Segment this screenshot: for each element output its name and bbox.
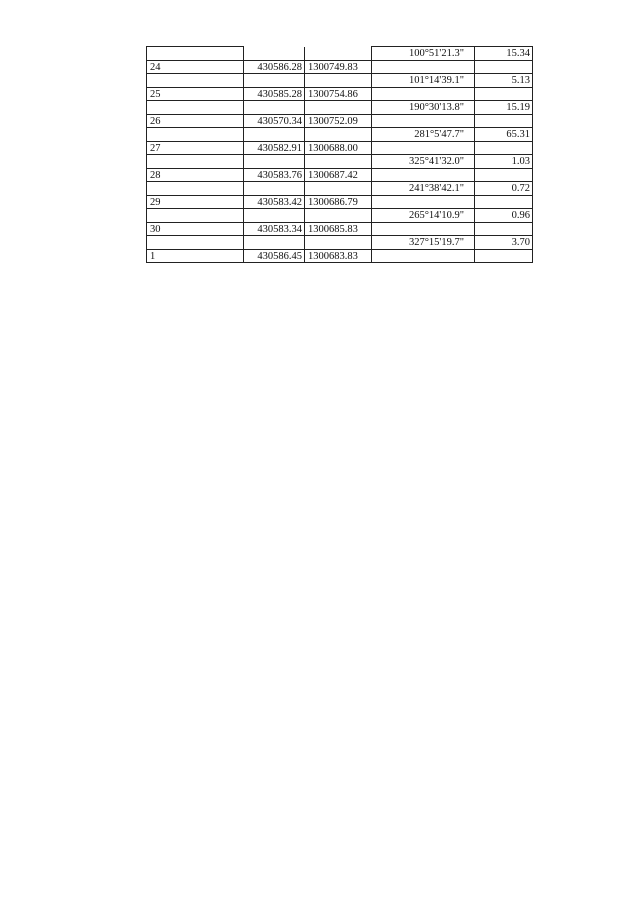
y-coordinate-cell: 1300754.86 bbox=[305, 87, 372, 101]
table-row bbox=[147, 47, 533, 61]
y-coordinate-cell bbox=[305, 182, 372, 196]
point-number-cell: 28 bbox=[147, 168, 244, 182]
direction-angle-cell bbox=[372, 222, 475, 236]
point-number-cell: 24 bbox=[147, 60, 244, 74]
coordinates-table bbox=[146, 46, 533, 263]
table-row bbox=[147, 74, 533, 88]
table-row bbox=[147, 195, 533, 209]
x-coordinate-cell: 430585.28 bbox=[244, 87, 305, 101]
point-number-cell bbox=[147, 209, 244, 223]
length-cell: 5.13 bbox=[475, 74, 533, 88]
y-coordinate-cell: 1300686.79 bbox=[305, 195, 372, 209]
x-coordinate-cell bbox=[244, 74, 305, 88]
point-number-cell: 29 bbox=[147, 195, 244, 209]
y-coordinate-cell: 1300688.00 bbox=[305, 141, 372, 155]
x-coordinate-cell bbox=[244, 236, 305, 250]
direction-angle-cell: 241°38'42.1" bbox=[372, 182, 475, 196]
length-cell bbox=[475, 87, 533, 101]
y-coordinate-cell: 1300749.83 bbox=[305, 60, 372, 74]
point-number-cell: 25 bbox=[147, 87, 244, 101]
direction-angle-cell: 327°15'19.7" bbox=[372, 236, 475, 250]
y-coordinate-cell bbox=[305, 209, 372, 223]
point-number-cell bbox=[147, 236, 244, 250]
table-row bbox=[147, 141, 533, 155]
point-number-cell: 27 bbox=[147, 141, 244, 155]
length-cell: 15.19 bbox=[475, 101, 533, 115]
table-row bbox=[147, 87, 533, 101]
length-cell: 15.34 bbox=[475, 47, 533, 61]
direction-angle-cell bbox=[372, 87, 475, 101]
x-coordinate-cell bbox=[244, 101, 305, 115]
table-row bbox=[147, 222, 533, 236]
y-coordinate-cell bbox=[305, 128, 372, 142]
y-coordinate-cell bbox=[305, 236, 372, 250]
direction-angle-cell: 101°14'39.1" bbox=[372, 74, 475, 88]
length-cell: 1.03 bbox=[475, 155, 533, 169]
table-row bbox=[147, 236, 533, 250]
direction-angle-cell bbox=[372, 249, 475, 263]
table-row bbox=[147, 60, 533, 74]
coordinates-table-body bbox=[147, 47, 533, 263]
direction-angle-cell bbox=[372, 114, 475, 128]
table-row bbox=[147, 182, 533, 196]
length-cell: 65.31 bbox=[475, 128, 533, 142]
direction-angle-cell: 325°41'32.0" bbox=[372, 155, 475, 169]
length-cell: 3.70 bbox=[475, 236, 533, 250]
x-coordinate-cell: 430586.28 bbox=[244, 60, 305, 74]
x-coordinate-cell bbox=[244, 182, 305, 196]
direction-angle-cell bbox=[372, 141, 475, 155]
x-coordinate-cell bbox=[244, 209, 305, 223]
y-coordinate-cell bbox=[305, 101, 372, 115]
length-cell bbox=[475, 222, 533, 236]
direction-angle-cell bbox=[372, 60, 475, 74]
table-row bbox=[147, 249, 533, 263]
x-coordinate-cell bbox=[244, 47, 305, 61]
point-number-cell bbox=[147, 155, 244, 169]
length-cell bbox=[475, 168, 533, 182]
point-number-cell: 30 bbox=[147, 222, 244, 236]
y-coordinate-cell: 1300752.09 bbox=[305, 114, 372, 128]
direction-angle-cell: 265°14'10.9" bbox=[372, 209, 475, 223]
y-coordinate-cell: 1300685.83 bbox=[305, 222, 372, 236]
table-row bbox=[147, 209, 533, 223]
length-cell bbox=[475, 195, 533, 209]
length-cell bbox=[475, 114, 533, 128]
x-coordinate-cell: 430583.42 bbox=[244, 195, 305, 209]
direction-angle-cell: 190°30'13.8" bbox=[372, 101, 475, 115]
point-number-cell bbox=[147, 74, 244, 88]
length-cell bbox=[475, 141, 533, 155]
x-coordinate-cell bbox=[244, 128, 305, 142]
direction-angle-cell: 281°5'47.7" bbox=[372, 128, 475, 142]
y-coordinate-cell bbox=[305, 74, 372, 88]
direction-angle-cell: 100°51'21.3" bbox=[372, 47, 475, 61]
length-cell bbox=[475, 249, 533, 263]
x-coordinate-cell bbox=[244, 155, 305, 169]
point-number-cell: 1 bbox=[147, 249, 244, 263]
y-coordinate-cell bbox=[305, 155, 372, 169]
table-row bbox=[147, 101, 533, 115]
x-coordinate-cell: 430583.34 bbox=[244, 222, 305, 236]
table-row bbox=[147, 114, 533, 128]
y-coordinate-cell bbox=[305, 47, 372, 61]
point-number-cell bbox=[147, 47, 244, 61]
x-coordinate-cell: 430586.45 bbox=[244, 249, 305, 263]
length-cell: 0.96 bbox=[475, 209, 533, 223]
point-number-cell bbox=[147, 182, 244, 196]
direction-angle-cell bbox=[372, 168, 475, 182]
point-number-cell bbox=[147, 101, 244, 115]
point-number-cell bbox=[147, 128, 244, 142]
x-coordinate-cell: 430582.91 bbox=[244, 141, 305, 155]
table-row bbox=[147, 155, 533, 169]
table-row bbox=[147, 168, 533, 182]
direction-angle-cell bbox=[372, 195, 475, 209]
x-coordinate-cell: 430570.34 bbox=[244, 114, 305, 128]
y-coordinate-cell: 1300687.42 bbox=[305, 168, 372, 182]
point-number-cell: 26 bbox=[147, 114, 244, 128]
length-cell: 0.72 bbox=[475, 182, 533, 196]
table-row bbox=[147, 128, 533, 142]
x-coordinate-cell: 430583.76 bbox=[244, 168, 305, 182]
y-coordinate-cell: 1300683.83 bbox=[305, 249, 372, 263]
length-cell bbox=[475, 60, 533, 74]
